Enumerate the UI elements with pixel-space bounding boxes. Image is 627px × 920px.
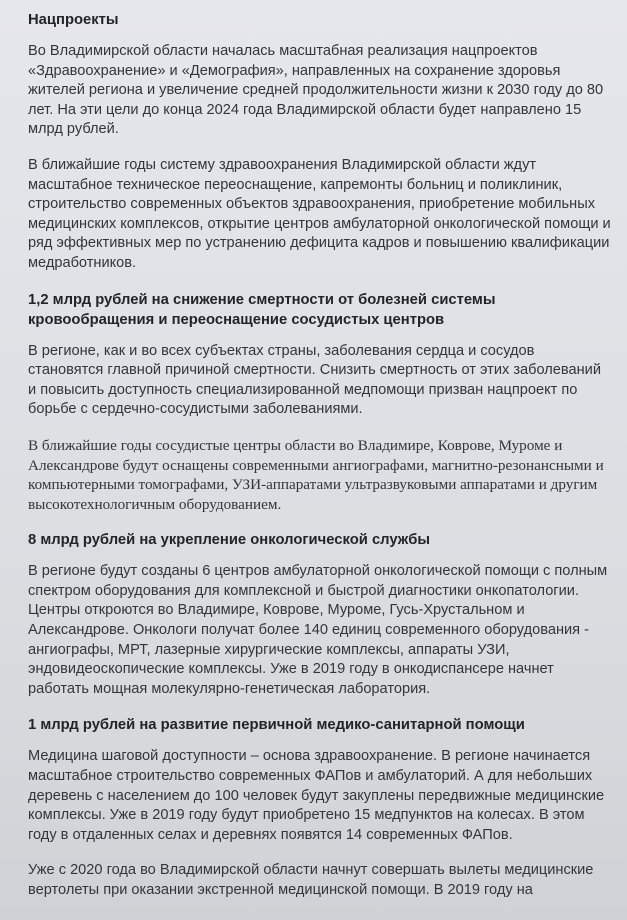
section-heading-primary-care: 1 млрд рублей на развитие первичной медико-санитарной помощи: [28, 717, 525, 734]
cardio-paragraph-1: В регионе, как и во всех субъектах страны, заболевания сердца и сосудов становятся главной причиной смертности. Снизить смертность от этих заболеваний и повысить доступность специализированной медпомощи призван нацпроект по борьбе с сердечно-сосудистыми заболеваниями.: [28, 342, 601, 418]
section-heading-oncology: 8 млрд рублей на укрепление онкологической службы: [28, 532, 431, 549]
primary-care-paragraph-2: Уже с 2020 года во Владимирской области начнут совершать вылеты медицинские вертолеты при оказании экстренной медицинской помощи. В 2019 году на: [28, 862, 594, 898]
cardio-paragraph-2: В ближайшие годы сосудистые центры области во Владимире, Коврове, Муроме и Александрове будут оснащены современными ангиографами, магнитно-резонансными и компьютерными томографами, УЗИ-аппаратами ультразвуковыми аппаратами и другим высокотехнологичным оборудованием.: [28, 436, 604, 513]
intro-paragraph-2: В ближайшие годы систему здравоохранения Владимирской области ждут масштабное техническое переоснащение, капремонты больниц и поликлиник, строительство современных объектов здравоохранения, приобретение мобильных медицинских комплексов, открытие центров амбулаторной онкологической помощи и ряд эффективных мер по устранению дефицита кадров и повышению квалификации медработников.: [28, 156, 611, 271]
primary-care-paragraph-1: Медицина шаговой доступности – основа здравоохранение. В регионе начинается масштабное строительство современных ФАПов и амбулаторий. А для небольших деревень с населением до 100 человек будут закуплены передвижные медицинские комплексы. Уже в 2019 году будут приобретено 15 медпунктов на колесах. В этом году в отдаленных селах и деревнях появятся 14 современных ФАПов.: [28, 748, 605, 843]
intro-paragraph-1: Во Владимирской области началась масштабная реализация нацпроектов «Здравоохранение» и «Демография», направленных на сохранение здоровья жителей региона и увеличение средней продолжительности жизни к 2030 году до 80 лет. На эти цели до конца 2024 года Владимирской области будет направлено 15 млрд рублей.: [28, 43, 604, 138]
section-heading-cardio: 1,2 млрд рублей на снижение смертности от болезней системы кровообращения и переоснащение сосудистых центров: [28, 291, 496, 328]
oncology-paragraph-1: В регионе будут созданы 6 центров амбулаторной онкологической помощи с полным спектром оборудования для комплексной и быстрой диагностики онкопатологии. Центры откроются во Владимире, Коврове, Муроме, Гусь-Хрустальном и Александрове. Онкологи получат более 140 единиц современного оборудования - ангиографы, МРТ, лазерные хирургические комплексы, аппараты УЗИ, эндовидеоскопические комплексы. Уже в 2019 году в онкодиспансере начнет работать мощная молекулярно-генетическая лаборатория.: [28, 563, 608, 697]
document-title: Нацпроекты: [28, 12, 119, 28]
